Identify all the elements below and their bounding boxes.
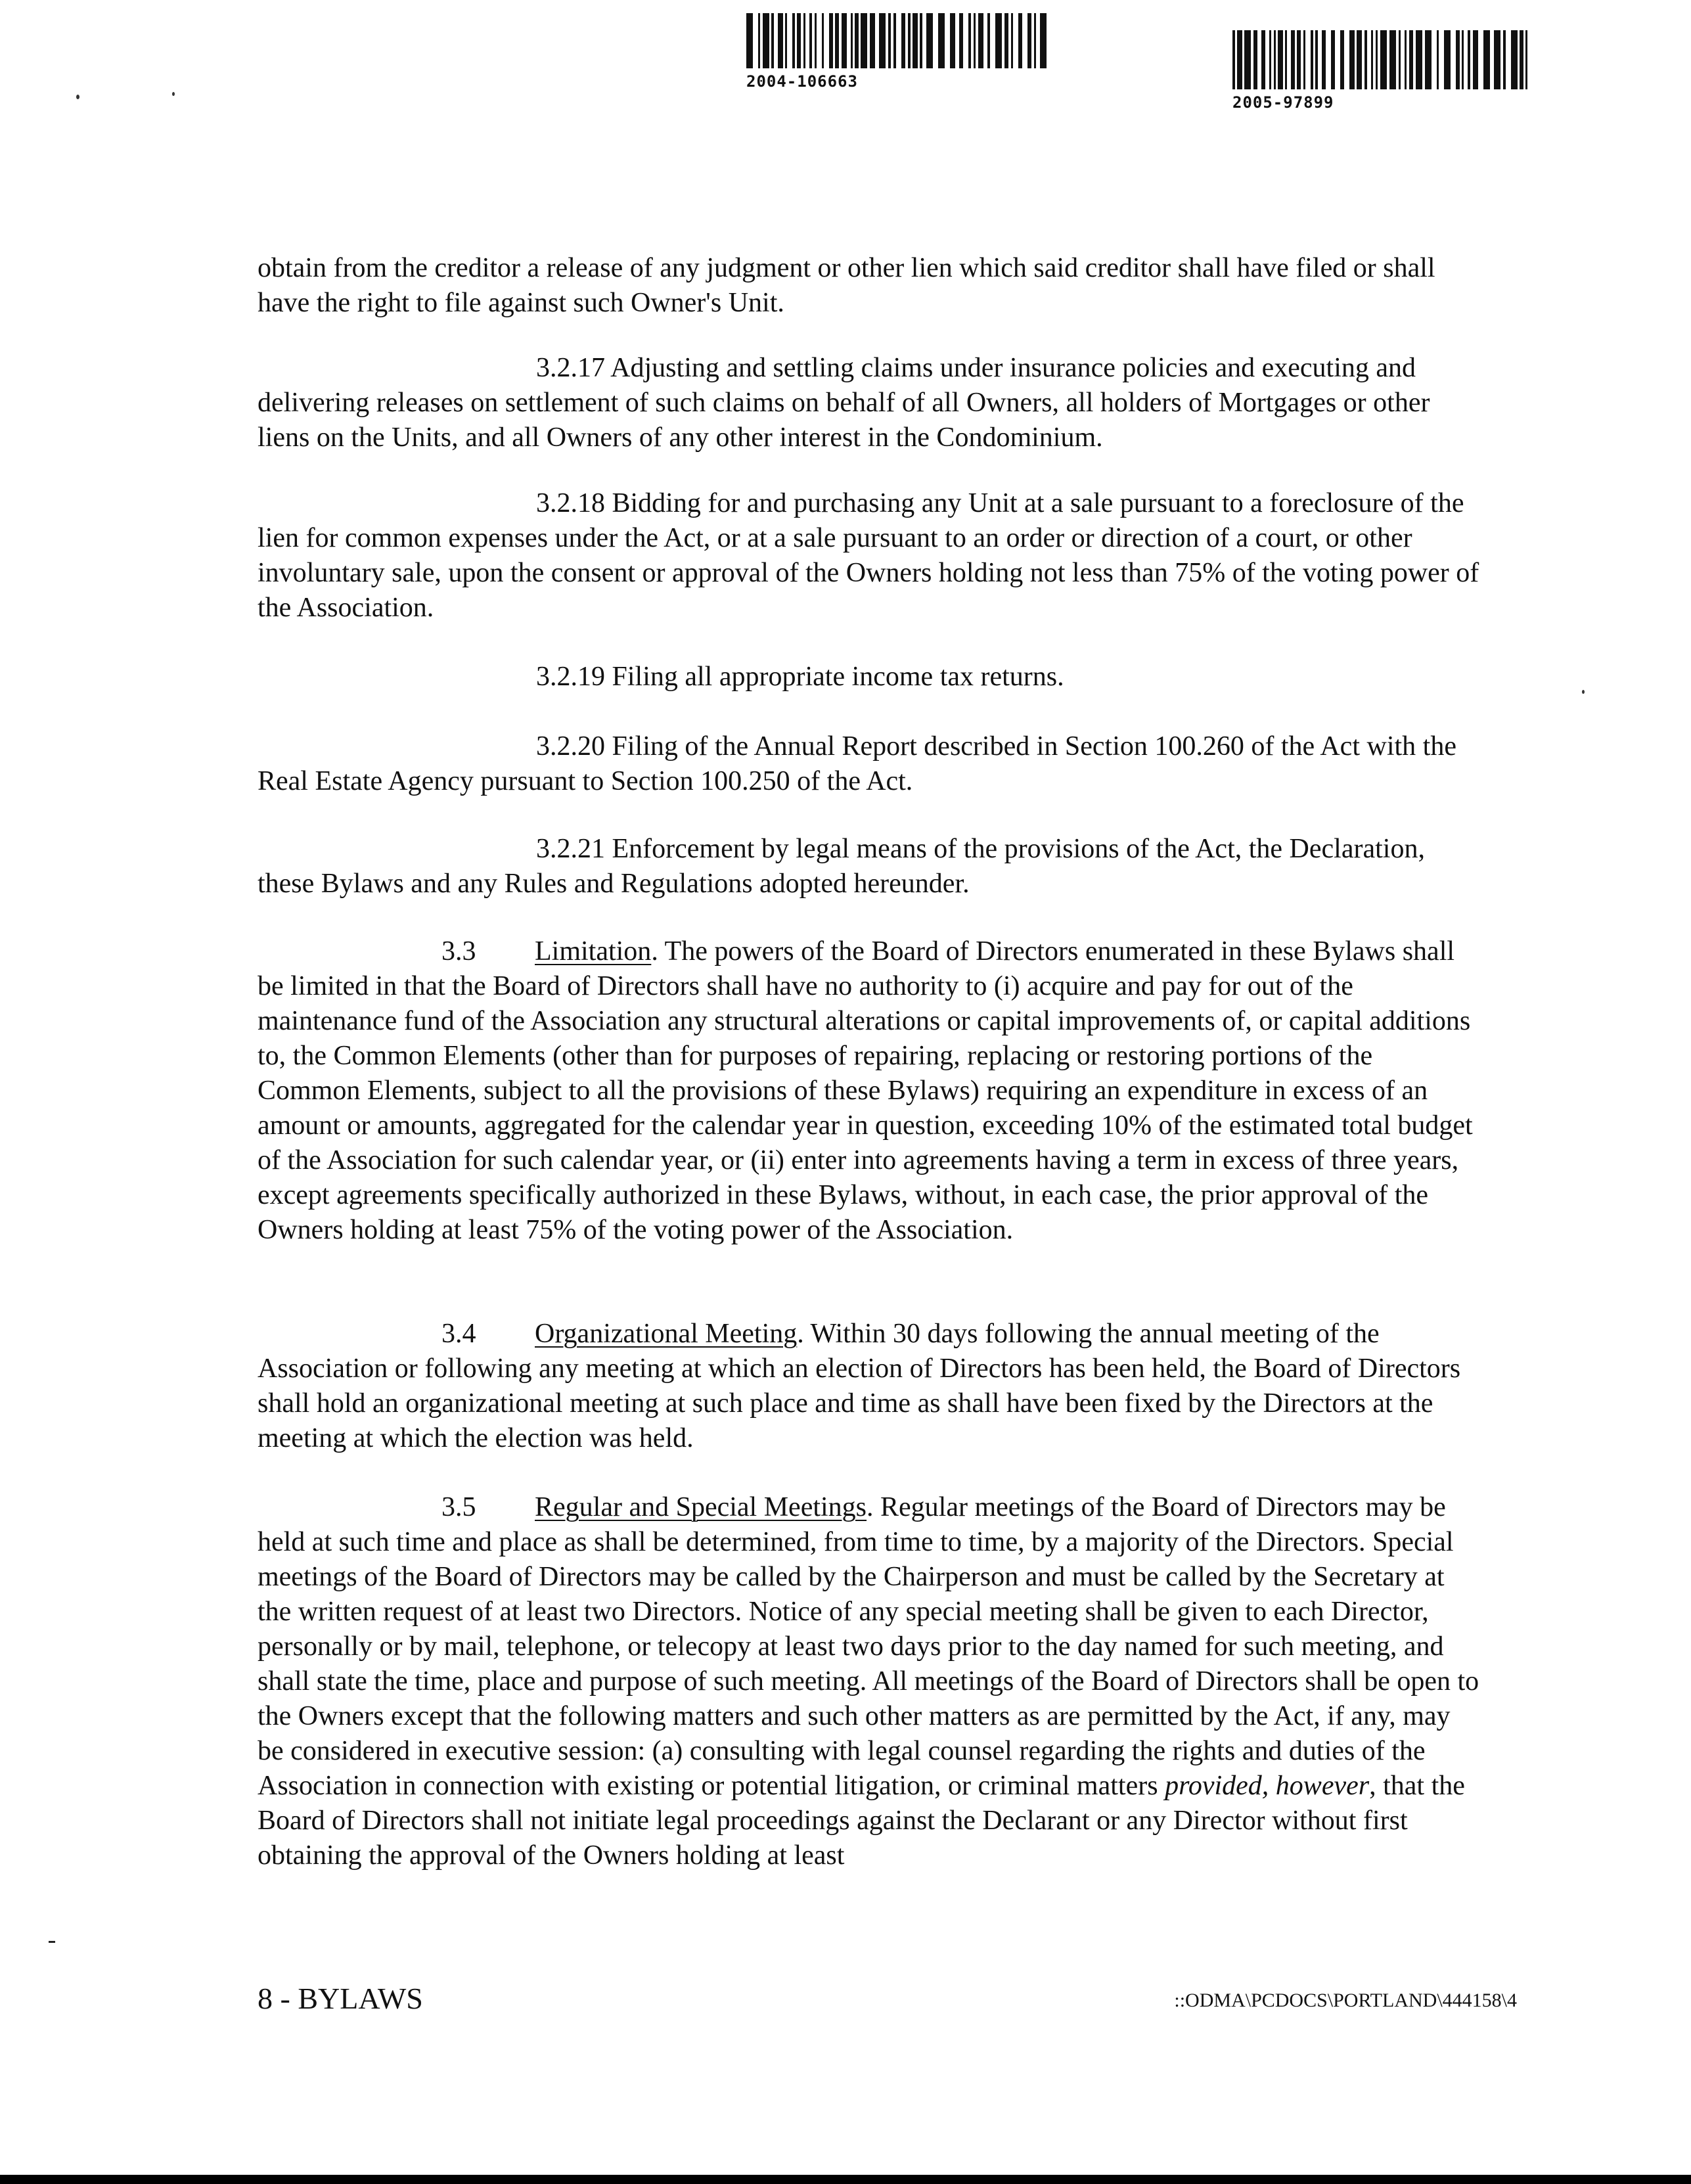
- barcode-bar: [1399, 30, 1401, 89]
- barcode-bar: [785, 13, 787, 68]
- barcode-bar: [920, 13, 922, 68]
- barcode-bar: [1261, 30, 1265, 89]
- paragraph-3-2-21-text: 3.2.21 Enforcement by legal means of the provisions of the Act, the Declaration, these Bylaws and any Rules and Regulations adopted hereunder.: [258, 834, 1425, 899]
- scan-bottom-edge: [0, 2175, 1691, 2184]
- barcode-bar: [1232, 30, 1235, 89]
- barcode-bar: [861, 13, 867, 68]
- barcode-bar: [893, 13, 896, 68]
- barcode-bar: [835, 13, 839, 68]
- section-3-4-number: 3.4: [441, 1319, 476, 1349]
- barcode-bar: [901, 13, 905, 68]
- barcode-bar: [1303, 30, 1305, 89]
- barcode-bar: [888, 13, 891, 68]
- barcode-bar: [1380, 30, 1387, 89]
- barcode-bar: [758, 13, 760, 68]
- barcode-bar: [778, 13, 783, 68]
- barcode-bar: [1483, 30, 1490, 89]
- barcode-bar: [978, 13, 983, 68]
- barcode-bar: [1285, 30, 1287, 89]
- barcode-bar: [1311, 30, 1313, 89]
- barcode-bar: [1340, 30, 1344, 89]
- section-3-4-title: Organizational Meeting: [535, 1319, 798, 1349]
- section-3-5-number: 3.5: [441, 1492, 476, 1522]
- barcode-bar: [1416, 30, 1422, 89]
- barcode-bar: [803, 13, 805, 68]
- paragraph-3-2-21: [258, 832, 1481, 901]
- barcode-bar: [1018, 13, 1022, 68]
- barcode-bar: [1409, 30, 1413, 89]
- barcode-bar: [797, 13, 801, 68]
- section-3-4-text: . Within 30 days following the annual meeting of the Association or following any meeting at which an election of Directors has been held, the Board of Directors shall hold an organizational meeting at such place and time as shall have been fixed by the Directors at the meeting at which the election was held.: [258, 1319, 1461, 1453]
- barcode-bar: [1525, 30, 1527, 89]
- barcode-bar: [950, 13, 955, 68]
- paragraph-3-2-17: [258, 351, 1481, 455]
- barcode-bar: [870, 13, 875, 68]
- barcode-left-label: 2004-106663: [746, 72, 858, 91]
- barcode-bar: [1462, 30, 1464, 89]
- paragraph-3-2-18-text: 3.2.18 Bidding for and purchasing any Unit at a sale pursuant to a foreclosure of the lien for common expenses under the Act, or at a sale pursuant to an order or direction of a court, or other involuntary sale, upon the consent or approval of the Owners holding not less than 75% of the voting power of the Association.: [258, 488, 1479, 623]
- barcode-bar: [809, 13, 812, 68]
- barcode-left-bars: [746, 13, 1048, 68]
- barcode-bar: [1269, 30, 1271, 89]
- section-3-3-number: 3.3: [441, 936, 476, 967]
- barcode-bar: [913, 13, 918, 68]
- barcode-left: [746, 13, 1048, 91]
- barcode-bar: [1331, 30, 1335, 89]
- barcode-bar: [746, 13, 753, 68]
- barcode-bar: [1357, 30, 1362, 89]
- section-3-3-text: . The powers of the Board of Directors enumerated in these Bylaws shall be limited in that the Board of Directors shall have no authority to (i) acquire and pay for out of the maintenance fund of the Association any structural alterations or capital improvements of, or capital additions to, the Common Elements (other than for purposes of repairing, replacing or restoring portions of the Common Elements, subject to all the provisions of these Bylaws) requiring an expenditure in excess of an amount or amounts, aggregated for the calendar year in question, exceeding 10% of the estimated total budget of the Association for such calendar year, or (ii) enter into agreements having a term in excess of three years, except agreements specifically authorized in these Bylaws, without, in each case, the prior approval of the Owners holding at least 75% of the voting power of the Association.: [258, 936, 1473, 1245]
- barcode-right-bars: [1232, 30, 1535, 89]
- barcode-bar: [926, 13, 933, 68]
- barcode-bar: [1376, 30, 1378, 89]
- barcode-bar: [1349, 30, 1355, 89]
- barcode-bar: [1389, 30, 1396, 89]
- barcode-bar: [1278, 30, 1283, 89]
- section-3-5-text-a: . Regular meetings of the Board of Directors may be held at such time and place as shall be determined, from time to time, by a majority of the Directors. Special meetings of the Board of Directors may be called by the Chairperson and must be called by the Secretary at the written request of at least two Directors. Notice of any special meeting shall be given to each Director, personally or by mail, telephone, or telecopy at least two days prior to the day named for such meeting, and shall state the time, place and purpose of such meeting. All meetings of the Board of Directors shall be open to the Owners except that the following matters and such other matters as are permitted by the Act, if any, may be considered in executive session: (a) consulting with legal counsel regarding the rights and duties of the Association in connection with existing or potential litigation, or criminal matters: [258, 1492, 1479, 1801]
- paragraph-3-2-20: [258, 729, 1481, 799]
- barcode-bar: [1040, 13, 1047, 68]
- barcode-bar: [842, 13, 847, 68]
- section-3-5: [258, 1490, 1481, 1873]
- section-3-5-title: Regular and Special Meetings: [535, 1492, 867, 1522]
- barcode-bar: [879, 13, 886, 68]
- section-3-3: [258, 934, 1481, 1248]
- barcode-bar: [1274, 30, 1276, 89]
- barcode-bar: [1473, 30, 1478, 89]
- section-3-3-title: Limitation: [535, 936, 652, 967]
- barcode-bar: [1456, 30, 1460, 89]
- barcode-bar: [829, 13, 833, 68]
- barcode-bar: [1034, 13, 1036, 68]
- barcode-bar: [1494, 30, 1500, 89]
- barcode-bar: [1322, 30, 1326, 89]
- paragraph-continuation: obtain from the creditor a release of any judgment or other lien which said creditor shall have filed or shall have the right to file against such Owner's Unit.: [258, 253, 1435, 318]
- section-3-5-italic: provided, however: [1165, 1771, 1370, 1801]
- barcode-bar: [1437, 30, 1439, 89]
- barcode-bar: [987, 13, 990, 68]
- barcode-bar: [968, 13, 971, 68]
- barcode-bar: [995, 13, 1002, 68]
- barcode-right-label: 2005-97899: [1232, 93, 1334, 112]
- barcode-bar: [1027, 13, 1031, 68]
- barcode-bar: [1011, 13, 1013, 68]
- barcode-bar: [1503, 30, 1506, 89]
- scan-speck: [1582, 690, 1585, 694]
- barcode-bar: [1364, 30, 1367, 89]
- barcode-bar: [974, 13, 976, 68]
- paragraph-3-2-20-text: 3.2.20 Filing of the Annual Report described in Section 100.260 of the Act with the Real Estate Agency pursuant to Section 100.250 of the Act.: [258, 731, 1456, 796]
- paragraph-3-2-18: [258, 486, 1481, 626]
- barcode-bar: [851, 13, 853, 68]
- barcode-bar: [1371, 30, 1373, 89]
- footer-page-label: 8 - BYLAWS: [258, 1982, 423, 2015]
- barcode-bar: [1237, 30, 1242, 89]
- scan-speck: [76, 95, 79, 99]
- barcode-bar: [792, 13, 795, 68]
- barcode-bar: [855, 13, 859, 68]
- barcode-bar: [1291, 30, 1295, 89]
- footer-doc-path: ::ODMA\PCDOCS\PORTLAND\444158\4: [1174, 1990, 1517, 2011]
- barcode-bar: [1405, 30, 1407, 89]
- scan-mark: [49, 1941, 55, 1943]
- barcode-bar: [959, 13, 963, 68]
- paragraph-3-2-19: [258, 660, 1481, 694]
- section-3-5-text-b: , that the Board of Directors shall not initiate legal proceedings against the Declarant or any Director without first obtaining the approval of the Owners holding at least: [258, 1771, 1465, 1871]
- paragraph-3-2-19-text: 3.2.19 Filing all appropriate income tax returns.: [536, 662, 1064, 692]
- barcode-bar: [1315, 30, 1318, 89]
- section-3-4: [258, 1317, 1481, 1456]
- barcode-bar: [1297, 30, 1301, 89]
- barcode-bar: [822, 13, 824, 68]
- paragraph-3-2-17-text: 3.2.17 Adjusting and settling claims under insurance policies and executing and delivering releases on settlement of such claims on behalf of all Owners, all holders of Mortgages or other liens on the Units, and all Owners of any other interest in the Condominium.: [258, 353, 1430, 453]
- barcode-right: [1232, 30, 1535, 112]
- barcode-bar: [908, 13, 911, 68]
- barcode-bar: [1444, 30, 1451, 89]
- barcode-bar: [1253, 30, 1257, 89]
- barcode-bar: [1468, 30, 1470, 89]
- barcode-bar: [1511, 30, 1518, 89]
- scan-speck: [172, 92, 175, 96]
- barcode-bar: [763, 13, 769, 68]
- barcode-bar: [938, 13, 945, 68]
- barcode-bar: [1244, 30, 1251, 89]
- barcode-bar: [1425, 30, 1432, 89]
- barcode-bar: [815, 13, 817, 68]
- barcode-bar: [771, 13, 774, 68]
- barcode-bar: [1004, 13, 1008, 68]
- barcode-bar: [1520, 30, 1523, 89]
